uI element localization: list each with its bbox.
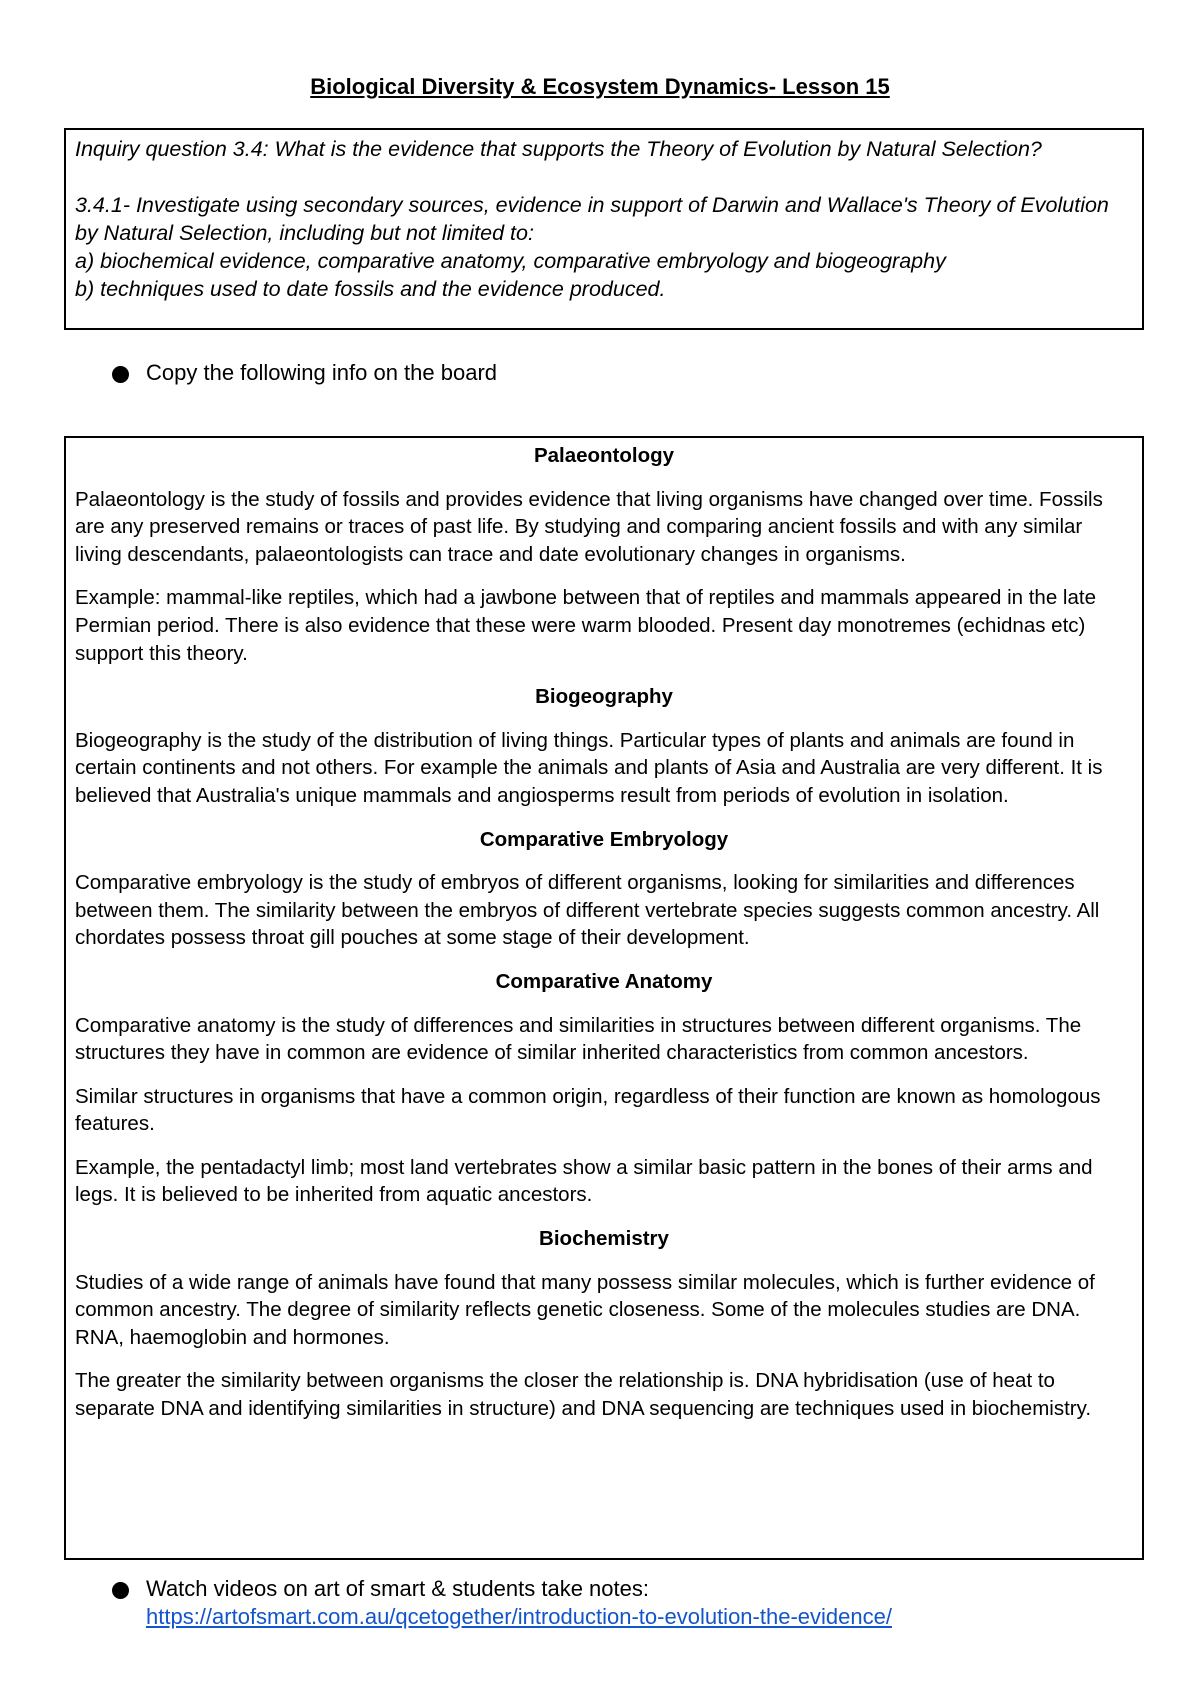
page-title: Biological Diversity & Ecosystem Dynamics- Lesson 15 [310,74,890,99]
anatomy-para-1: Comparative anatomy is the study of differences and similarities in structures between different organisms. The structures they have in common are evidence of similar inherited characteristics from common ancestors. [75,1013,1082,1065]
heading-biogeography: Biogeography [535,685,673,709]
instruction-watch-videos [112,1575,892,1631]
bullet-icon [112,366,129,383]
heading-comparative-embryology: Comparative Embryology [479,827,729,851]
embryology-para-1: Comparative embryology is the study of embryos of different organisms, looking for similarities and differences between them. The similarity between the embryos of different vertebrate species suggests common ancestry. All chordates possess throat gill pouches at some stage of their development. [75,871,1100,950]
inquiry-question: Inquiry question 3.4: What is the evidence that supports the Theory of Evolution by Natural Selection? [75,137,1042,161]
outcome-point-b: b) techniques used to date fossils and the evidence produced. [75,277,666,301]
bullet-icon [112,1582,129,1599]
biogeography-para-1: Biogeography is the study of the distribution of living things. Particular types of plants and animals are found in certain continents and not others. For example the animals and plants of Asia and Australia are very different. It is believed that Australia's unique mammals and angiosperms result from periods of evolution in isolation. [75,728,1103,807]
heading-comparative-anatomy: Comparative Anatomy [495,969,713,993]
instruction-text: Watch videos on art of smart & students take notes: [146,1576,649,1601]
heading-palaeontology: Palaeontology [533,444,675,467]
instruction-copy-board [112,359,497,387]
anatomy-para-2: Similar structures in organisms that have a common origin, regardless of their function are known as homologous features. [75,1084,1101,1136]
board-notes-box [64,436,1144,1560]
biochemistry-para-1: Studies of a wide range of animals have found that many possess similar molecules, which is further evidence of common ancestry. The degree of similarity reflects genetic closeness. Some of the molecules studies are DNA. RNA, haemoglobin and hormones. [75,1270,1095,1349]
video-link[interactable]: https://artofsmart.com.au/qcetogether/introduction-to-evolution-the-evidence/ [146,1604,892,1629]
anatomy-para-3: Example, the pentadactyl limb; most land vertebrates show a similar basic pattern in the bones of their arms and legs. It is believed to be inherited from aquatic ancestors. [75,1155,1093,1207]
palaeontology-para-2: Example: mammal-like reptiles, which had a jawbone between that of reptiles and mammals appeared in the late Permian period. There is also evidence that these were warm blooded. Present day monotremes (echidnas etc) support this theory. [75,586,1096,665]
palaeontology-para-1: Palaeontology is the study of fossils and provides evidence that living organisms have changed over time. Fossils are any preserved remains or traces of past life. By studying and comparing ancient fossils and with any similar living descendants, palaeontologists can trace and date evolutionary changes in organisms. [75,487,1103,566]
outcome-point-a: a) biochemical evidence, comparative anatomy, comparative embryology and biogeography [75,249,946,273]
inquiry-box [64,128,1144,330]
syllabus-outcome: 3.4.1- Investigate using secondary sources, evidence in support of Darwin and Wallace's Theory of Evolution by Natural Selection, including but not limited to: [75,193,1109,245]
heading-biochemistry: Biochemistry [539,1227,669,1251]
biochemistry-para-2: The greater the similarity between organisms the closer the relationship is. DNA hybridisation (use of heat to separate DNA and identifying similarities in structure) and DNA sequencing are techniques used in biochemistry. [75,1369,1092,1421]
instruction-text: Copy the following info on the board [146,360,498,385]
